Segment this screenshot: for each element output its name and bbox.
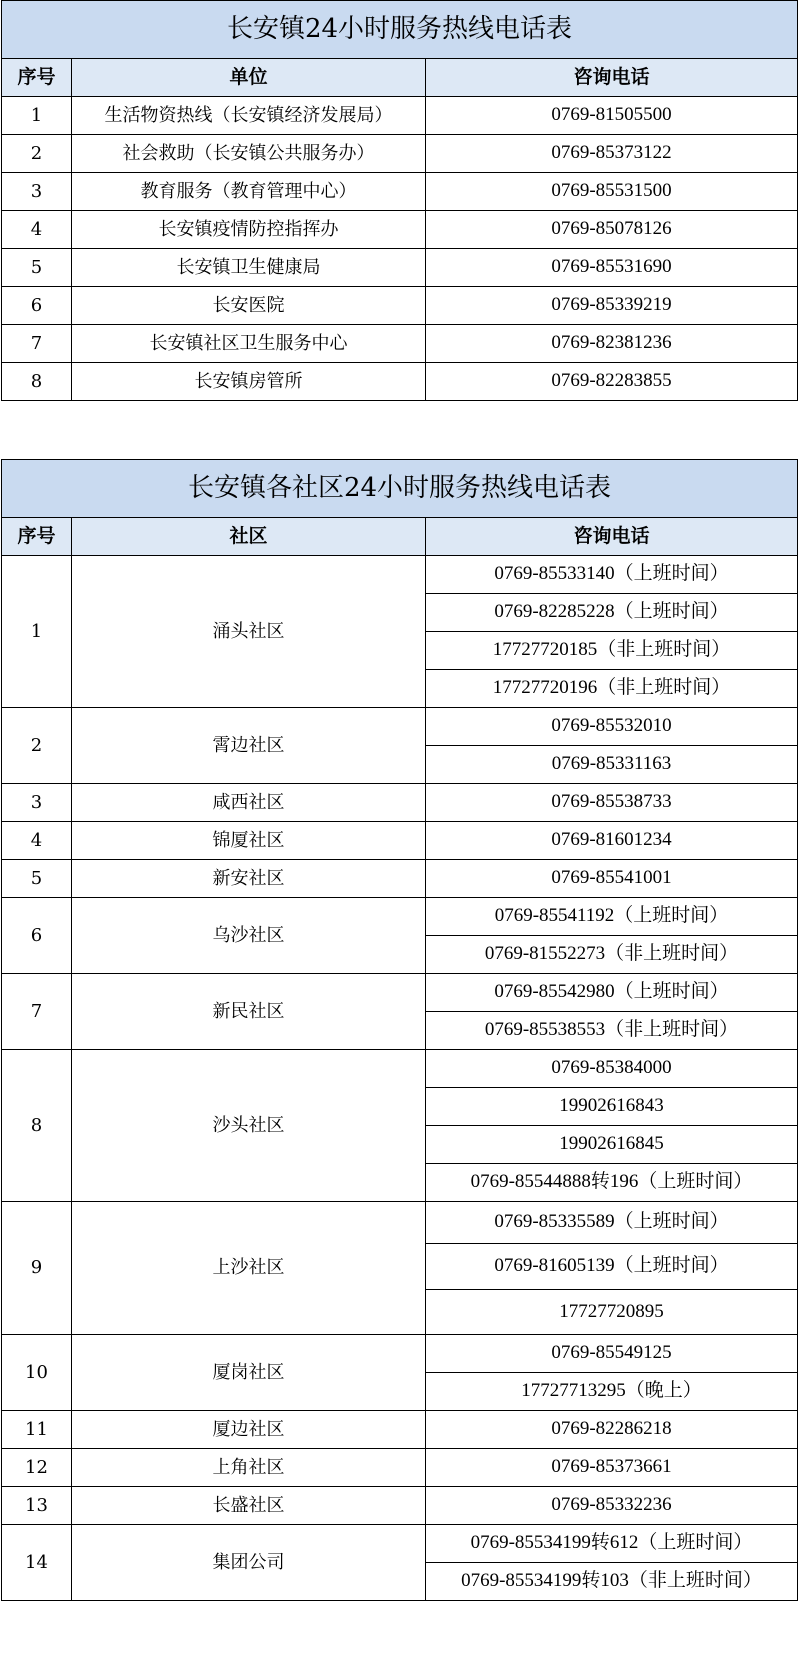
phone-number: 0769-85331163	[426, 746, 798, 784]
row-number: 8	[2, 363, 72, 401]
row-number: 4	[2, 211, 72, 249]
unit-name: 长安医院	[72, 287, 426, 325]
unit-name: 长安镇卫生健康局	[72, 249, 426, 287]
phone-number: 0769-82283855	[426, 363, 798, 401]
phone-number: 17727720185（非上班时间）	[426, 632, 798, 670]
phone-number: 0769-85541192（上班时间）	[426, 898, 798, 936]
table-row	[2, 1449, 798, 1487]
table-row	[2, 135, 798, 173]
header-community: 社区	[72, 518, 426, 556]
hotline-table-communities	[1, 459, 798, 1601]
phone-number: 17727720895	[426, 1290, 798, 1335]
phone-number: 0769-85373661	[426, 1449, 798, 1487]
community-name: 锦厦社区	[72, 822, 426, 860]
community-name: 乌沙社区	[72, 898, 426, 974]
row-number: 14	[2, 1525, 72, 1601]
community-name: 上角社区	[72, 1449, 426, 1487]
row-number: 13	[2, 1487, 72, 1525]
row-number: 7	[2, 974, 72, 1050]
phone-number: 0769-85544888转196（上班时间）	[426, 1164, 798, 1202]
community-name: 厦岗社区	[72, 1335, 426, 1411]
phone-number: 0769-85531690	[426, 249, 798, 287]
community-name: 咸西社区	[72, 784, 426, 822]
table-row	[2, 1411, 798, 1449]
community-name: 霄边社区	[72, 708, 426, 784]
phone-number: 17727720196（非上班时间）	[426, 670, 798, 708]
table-row	[2, 784, 798, 822]
table-row	[2, 1050, 798, 1088]
community-name: 涌头社区	[72, 556, 426, 708]
row-number: 2	[2, 708, 72, 784]
row-number: 1	[2, 556, 72, 708]
community-name: 长盛社区	[72, 1487, 426, 1525]
header-no: 序号	[2, 59, 72, 97]
phone-number: 0769-85531500	[426, 173, 798, 211]
table-row	[2, 1335, 798, 1373]
phone-number: 0769-85532010	[426, 708, 798, 746]
header-no: 序号	[2, 518, 72, 556]
unit-name: 社会救助（长安镇公共服务办）	[72, 135, 426, 173]
row-number: 9	[2, 1202, 72, 1335]
table-row	[2, 860, 798, 898]
table-title: 长安镇24小时服务热线电话表	[2, 1, 798, 59]
unit-name: 长安镇社区卫生服务中心	[72, 325, 426, 363]
row-number: 3	[2, 784, 72, 822]
table-row	[2, 1487, 798, 1525]
row-number: 10	[2, 1335, 72, 1411]
table-row	[2, 325, 798, 363]
row-number: 6	[2, 898, 72, 974]
phone-number: 0769-85542980（上班时间）	[426, 974, 798, 1012]
phone-number: 0769-85384000	[426, 1050, 798, 1088]
phone-number: 0769-85534199转103（非上班时间）	[426, 1563, 798, 1601]
phone-number: 0769-85332236	[426, 1487, 798, 1525]
table-title: 长安镇各社区24小时服务热线电话表	[2, 460, 798, 518]
phone-number: 0769-85538733	[426, 784, 798, 822]
unit-name: 长安镇房管所	[72, 363, 426, 401]
unit-name: 生活物资热线（长安镇经济发展局）	[72, 97, 426, 135]
phone-number: 0769-81552273（非上班时间）	[426, 936, 798, 974]
phone-number: 0769-85534199转612（上班时间）	[426, 1525, 798, 1563]
table-row	[2, 898, 798, 936]
community-name: 上沙社区	[72, 1202, 426, 1335]
phone-number: 0769-81605139（上班时间）	[426, 1244, 798, 1290]
header-unit: 单位	[72, 59, 426, 97]
table-row	[2, 1202, 798, 1244]
phone-number: 0769-85339219	[426, 287, 798, 325]
table-row	[2, 708, 798, 746]
row-number: 5	[2, 249, 72, 287]
phone-number: 0769-82286218	[426, 1411, 798, 1449]
table-row	[2, 822, 798, 860]
phone-number: 0769-82381236	[426, 325, 798, 363]
phone-number: 0769-81601234	[426, 822, 798, 860]
community-name: 厦边社区	[72, 1411, 426, 1449]
header-phone: 咨询电话	[426, 518, 798, 556]
row-number: 7	[2, 325, 72, 363]
phone-number: 0769-85373122	[426, 135, 798, 173]
phone-number: 0769-85541001	[426, 860, 798, 898]
phone-number: 0769-82285228（上班时间）	[426, 594, 798, 632]
row-number: 11	[2, 1411, 72, 1449]
community-name: 新民社区	[72, 974, 426, 1050]
row-number: 3	[2, 173, 72, 211]
unit-name: 教育服务（教育管理中心）	[72, 173, 426, 211]
table-row	[2, 287, 798, 325]
phone-number: 19902616843	[426, 1088, 798, 1126]
row-number: 2	[2, 135, 72, 173]
phone-number: 0769-85549125	[426, 1335, 798, 1373]
community-name: 集团公司	[72, 1525, 426, 1601]
phone-number: 0769-81505500	[426, 97, 798, 135]
table-row	[2, 211, 798, 249]
row-number: 6	[2, 287, 72, 325]
table-row	[2, 97, 798, 135]
phone-number: 0769-85335589（上班时间）	[426, 1202, 798, 1244]
table-row	[2, 173, 798, 211]
header-phone: 咨询电话	[426, 59, 798, 97]
unit-name: 长安镇疫情防控指挥办	[72, 211, 426, 249]
phone-number: 0769-85533140（上班时间）	[426, 556, 798, 594]
table-row	[2, 249, 798, 287]
row-number: 12	[2, 1449, 72, 1487]
hotline-table-town	[1, 0, 798, 401]
phone-number: 0769-85538553（非上班时间）	[426, 1012, 798, 1050]
phone-number: 0769-85078126	[426, 211, 798, 249]
row-number: 4	[2, 822, 72, 860]
community-name: 沙头社区	[72, 1050, 426, 1202]
row-number: 5	[2, 860, 72, 898]
community-name: 新安社区	[72, 860, 426, 898]
table-row	[2, 1525, 798, 1563]
table-row	[2, 556, 798, 594]
table-row	[2, 974, 798, 1012]
table-row	[2, 363, 798, 401]
phone-number: 19902616845	[426, 1126, 798, 1164]
row-number: 1	[2, 97, 72, 135]
phone-number: 17727713295（晚上）	[426, 1373, 798, 1411]
row-number: 8	[2, 1050, 72, 1202]
